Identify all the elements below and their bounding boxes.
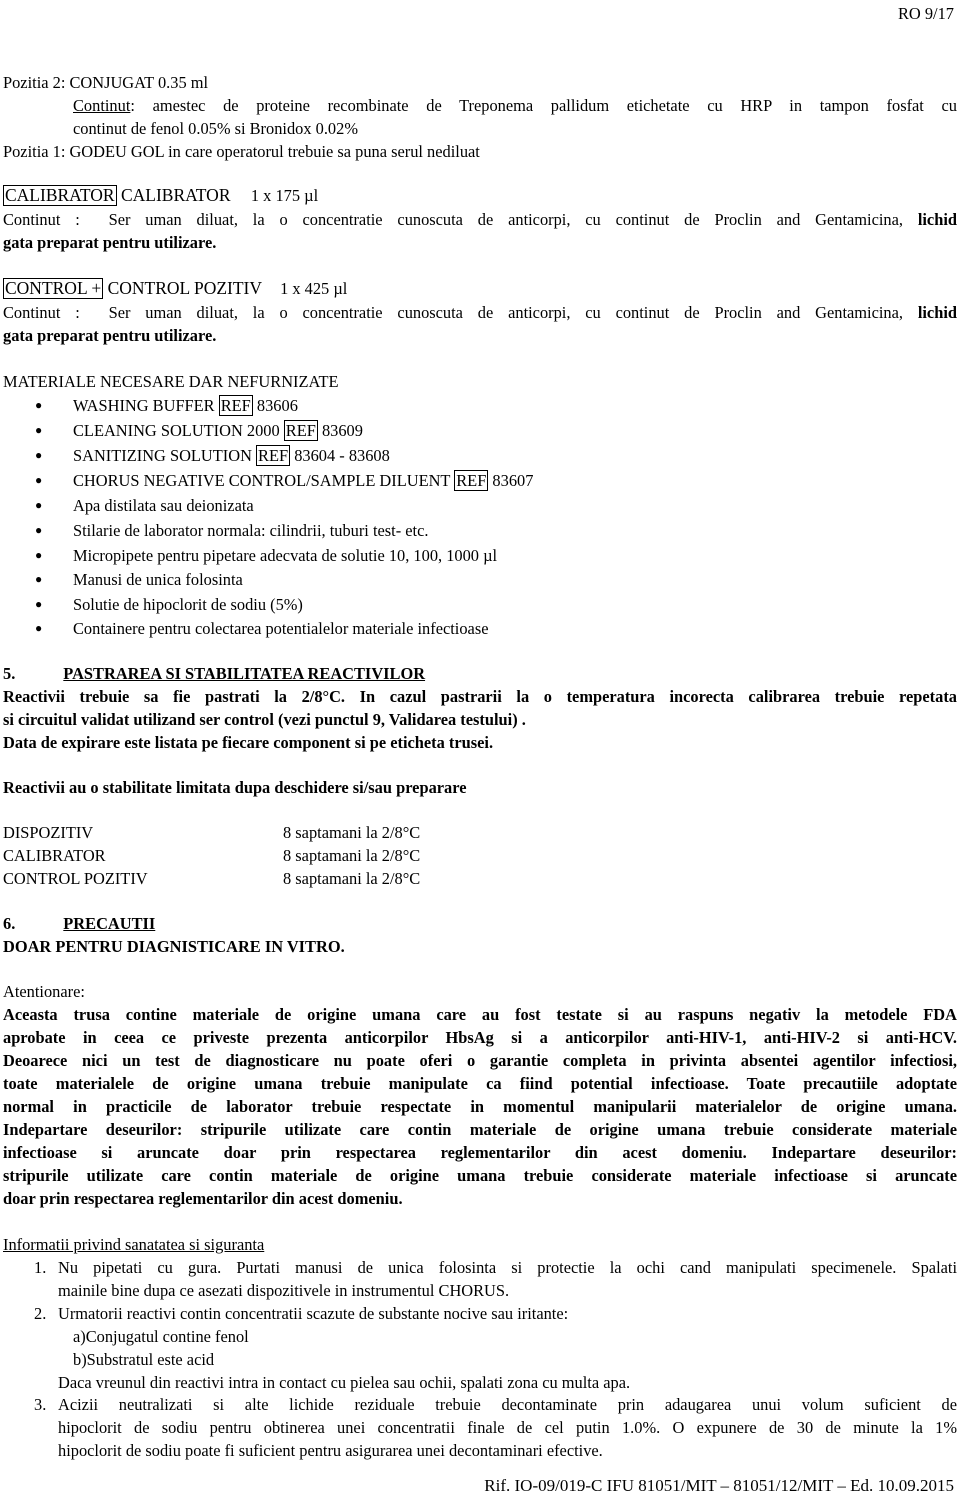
- list-number: 2.: [34, 1304, 47, 1323]
- materiale-title: MATERIALE NECESARE DAR NEFURNIZATE: [3, 372, 339, 391]
- section5-line2: si circuitul validat utilizand ser control (vezi punctul 9, Validarea testului) .: [3, 710, 526, 729]
- warning-line: Aceasta trusa contine materiale de origine umana care au fost testate si au raspuns negativ la metodele FDA: [3, 1005, 957, 1024]
- list-item-text: b)Substratul este acid: [73, 1350, 215, 1369]
- list-number: 1.: [34, 1258, 47, 1277]
- pozitia2-title: Pozitia 2: CONJUGAT 0.35 ml: [3, 73, 209, 92]
- pozitia2-continut-line2: continut de fenol 0.05% si Bronidox 0.02%: [73, 119, 358, 138]
- calibrator-continut-bold: lichid: [917, 210, 957, 229]
- warning-line: Indepartare deseurilor: stripurile utilizate care contin materiale de origine umana trebuie considerate materiale: [3, 1120, 957, 1139]
- control-box-label: CONTROL +: [5, 278, 102, 298]
- section6-heading: [3, 912, 155, 935]
- list-item-text: a)Conjugatul contine fenol: [73, 1327, 249, 1346]
- pozitia2-continut-line1: [73, 94, 957, 117]
- warning-line: toate materialele de origine umana trebuie manipulate ca fiind potential infectioase. Toate precautiile adoptate: [3, 1074, 957, 1093]
- list-item-text: Acizii neutralizati si alte lichide reziduale trebuie decontaminate prin adaugarea unui volum suficient de: [58, 1395, 957, 1414]
- table-cell: 8 saptamani la 2/8°C: [283, 823, 421, 842]
- control-continut-bold: lichid: [917, 303, 957, 322]
- warning-line: stripurile utilizate care contin materiale de origine umana trebuie considerate materiale infectioase si aruncate: [3, 1166, 957, 1185]
- calibrator-continut-text: Ser uman diluat, la o concentratie cunoscuta de anticorpi, cu continut de Proclin and Gentamicina,: [108, 210, 903, 229]
- section5-line1: Reactivii trebuie sa fie pastrati la 2/8°C. In cazul pastrarii la o temperatura incorecta calibrarea trebuie repetata: [3, 687, 957, 706]
- list-item-text: Nu pipetati cu gura. Purtati manusi de unica folosinta si protectie la ochi cand manipulati specimenele. Spalati: [58, 1258, 957, 1277]
- table-cell: 8 saptamani la 2/8°C: [283, 846, 421, 865]
- list-item-text: hipoclorit de sodiu poate fi suficient pentru asigurarea unei decontaminari efective.: [58, 1441, 603, 1460]
- section6-number: 6.: [3, 914, 16, 933]
- atentionare-label: Atentionare:: [3, 982, 85, 1001]
- warning-line: normal in practicile de laborator trebuie respectate in momentul manipularii materialelor de origine umana.: [3, 1097, 957, 1116]
- calibrator-box-label: CALIBRATOR: [5, 185, 115, 205]
- warning-line: infectioase si aruncate doar prin respectarea reglementarilor din acest domeniu. Indepartare deseurilor:: [3, 1143, 957, 1162]
- list-item: ● Stilarie de laborator normala: cilindrii, tuburi test- etc.: [35, 521, 429, 540]
- control-continut-line2: gata preparat pentru utilizare.: [3, 326, 217, 345]
- list-item: ● Containere pentru colectarea potentialelor materiale infectioase: [35, 619, 489, 638]
- list-item: ● CLEANING SOLUTION 2000 REF 83609: [35, 421, 363, 440]
- page-number: RO 9/17: [897, 4, 954, 23]
- list-item: ● Micropipete pentru pipetare adecvata de solutie 10, 100, 1000 µl: [35, 546, 498, 565]
- pozitia2-continut-label: Continut: [73, 96, 131, 115]
- control-qty: 1 x 425 µl: [280, 279, 348, 298]
- list-item-text: mainile bine dupa ce asezati dispozitivele in instrumentul CHORUS.: [58, 1281, 510, 1300]
- list-item: ● CHORUS NEGATIVE CONTROL/SAMPLE DILUENT REF 83607: [35, 471, 534, 490]
- calibrator-name: CALIBRATOR: [120, 185, 231, 205]
- control-heading: [3, 277, 347, 300]
- calibrator-heading: [3, 184, 318, 207]
- calibrator-continut-label: Continut :: [3, 210, 80, 229]
- list-number: 3.: [34, 1395, 47, 1414]
- list-item: ● Manusi de unica folosinta: [35, 570, 243, 589]
- footer-reference: Rif. IO-09/019-C IFU 81051/MIT – 81051/12/MIT – Ed. 10.09.2015: [484, 1476, 954, 1495]
- warning-line: doar prin respectarea reglementarilor din acest domeniu.: [3, 1189, 403, 1208]
- control-name: CONTROL POZITIV: [107, 278, 262, 298]
- table-row: CONTROL POZITIV: [3, 869, 148, 888]
- section5-title: PASTRAREA SI STABILITATEA REACTIVILOR: [63, 664, 426, 683]
- calibrator-continut-line2: gata preparat pentru utilizare.: [3, 233, 217, 252]
- section6-title: PRECAUTII: [63, 914, 156, 933]
- warning-line: Deoarece nici un test de diagnosticare nu poate oferi o garantie completa in privinta absentei agentilor infectiosi,: [3, 1051, 957, 1070]
- calibrator-continut-line1: [3, 208, 957, 231]
- calibrator-qty: 1 x 175 µl: [250, 186, 319, 205]
- table-cell: 8 saptamani la 2/8°C: [283, 869, 421, 888]
- list-item: ● Apa distilata sau deionizata: [35, 496, 254, 515]
- section5-number: 5.: [3, 664, 16, 683]
- control-continut-text: Ser uman diluat, la o concentratie cunoscuta de anticorpi, cu continut de Proclin and Gentamicina,: [108, 303, 903, 322]
- info-title: Informatii privind sanatatea si siguranta: [3, 1235, 265, 1254]
- stability-title: Reactivii au o stabilitate limitata dupa deschidere si/sau preparare: [3, 778, 467, 797]
- table-row: DISPOZITIV: [3, 823, 94, 842]
- section6-subtitle: DOAR PENTRU DIAGNISTICARE IN VITRO.: [3, 937, 345, 956]
- list-item: ● WASHING BUFFER REF 83606: [35, 396, 298, 415]
- section5-heading: [3, 662, 425, 685]
- control-continut-label: Continut :: [3, 303, 80, 322]
- list-item: ● Solutie de hipoclorit de sodiu (5%): [35, 595, 303, 614]
- list-item-text: hipoclorit de sodiu pentru obtinerea unei concentratii finale de cel putin 1.0%. O expunere de 30 de minute la 1%: [58, 1418, 957, 1437]
- control-continut-line1: [3, 301, 957, 324]
- list-item-text: Daca vreunul din reactivi intra in contact cu pielea sau ochii, spalati zona cu multa apa.: [58, 1373, 631, 1392]
- pozitia2-continut-text: : amestec de proteine recombinate de Treponema pallidum etichetate cu HRP in tampon fosfat cu: [130, 96, 957, 115]
- warning-line: aprobate in ceea ce priveste prezenta anticorpilor HbsAg si a anticorpilor anti-HIV-1, anti-HIV-2 si anti-HCV.: [3, 1028, 957, 1047]
- list-item: ● SANITIZING SOLUTION REF 83604 - 83608: [35, 446, 390, 465]
- list-item-text: Urmatorii reactivi contin concentratii scazute de substante nocive sau iritante:: [58, 1304, 569, 1323]
- pozitia1-text: Pozitia 1: GODEU GOL in care operatorul trebuie sa puna serul nediluat: [3, 142, 480, 161]
- table-row: CALIBRATOR: [3, 846, 106, 865]
- section5-line3: Data de expirare este listata pe fiecare component si pe eticheta trusei.: [3, 733, 494, 752]
